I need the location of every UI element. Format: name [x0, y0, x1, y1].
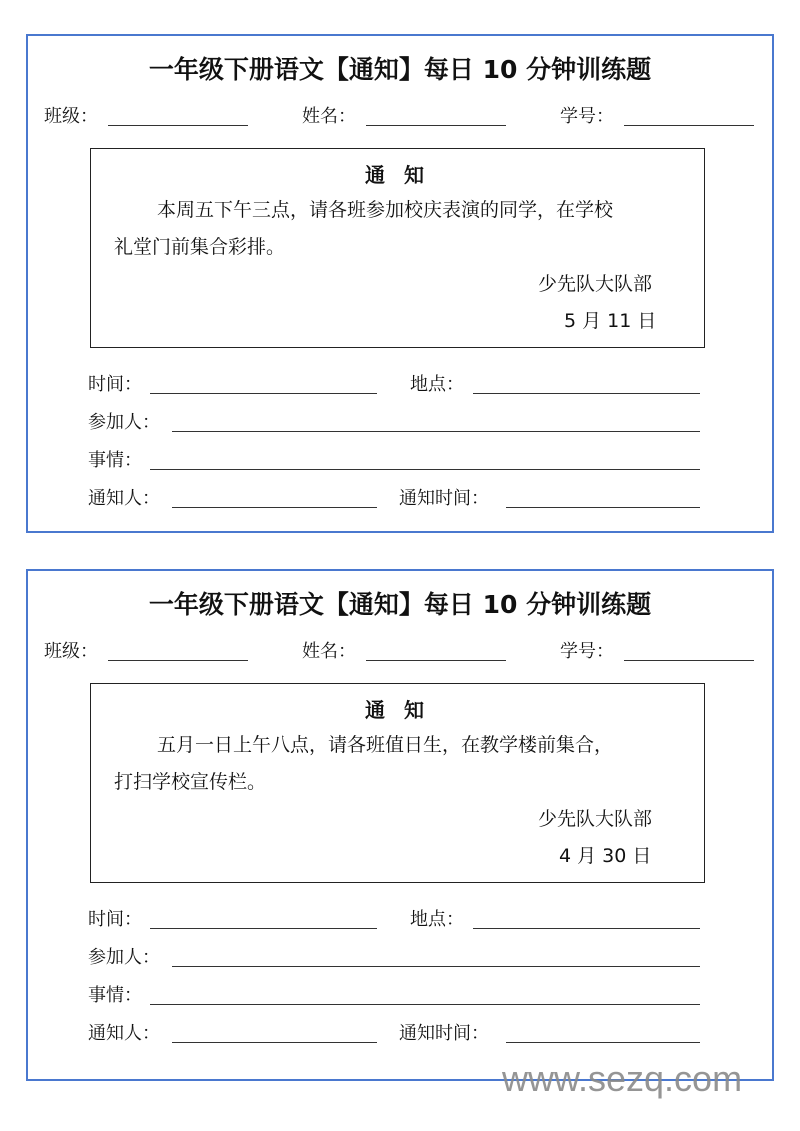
participants-label: 参加人： — [88, 412, 160, 433]
notifier-blank[interactable] — [172, 507, 377, 508]
name-blank[interactable] — [366, 125, 506, 126]
notifier-label: 通知人： — [88, 488, 160, 509]
notice-body-line1: 本周五下午三点，请各班参加校庆表演的同学，在学校 — [157, 199, 614, 221]
notice-body-line2: 礼堂门前集合彩排。 — [114, 236, 286, 258]
name-blank[interactable] — [366, 660, 506, 661]
matter-label: 事情： — [88, 985, 142, 1006]
time-label: 时间： — [88, 374, 142, 395]
notice-box — [90, 683, 705, 883]
matter-blank[interactable] — [150, 469, 700, 470]
name-label: 姓名： — [302, 641, 356, 662]
notice-time-label: 通知时间： — [399, 488, 489, 509]
participants-label: 参加人： — [88, 947, 160, 968]
notice-body-line2: 打扫学校宣传栏。 — [114, 771, 267, 793]
notice-time-blank[interactable] — [506, 1042, 700, 1043]
time-blank[interactable] — [150, 928, 377, 929]
number-label: 学号： — [560, 106, 614, 127]
notice-signer: 少先队大队部 — [538, 808, 653, 830]
place-label: 地点： — [410, 374, 464, 395]
notice-signer: 少先队大队部 — [538, 273, 653, 295]
notice-heading: 通 知 — [365, 698, 430, 722]
worksheet-title: 一年级下册语文【通知】每日 10 分钟训练题 — [148, 590, 652, 619]
place-blank[interactable] — [473, 928, 700, 929]
class-label: 班级： — [44, 641, 98, 662]
matter-blank[interactable] — [150, 1004, 700, 1005]
number-blank[interactable] — [624, 125, 754, 126]
notice-time-label: 通知时间： — [399, 1023, 489, 1044]
notice-date: 5 月 11 日 — [564, 310, 657, 332]
notice-heading: 通 知 — [365, 163, 430, 187]
number-label: 学号： — [560, 641, 614, 662]
notifier-label: 通知人： — [88, 1023, 160, 1044]
place-label: 地点： — [410, 909, 464, 930]
time-blank[interactable] — [150, 393, 377, 394]
notice-time-blank[interactable] — [506, 507, 700, 508]
class-blank[interactable] — [108, 125, 248, 126]
class-blank[interactable] — [108, 660, 248, 661]
number-blank[interactable] — [624, 660, 754, 661]
worksheet-card — [26, 34, 774, 533]
notice-date: 4 月 30 日 — [559, 845, 652, 867]
notice-body-line1: 五月一日上午八点，请各班值日生，在教学楼前集合， — [157, 734, 614, 756]
place-blank[interactable] — [473, 393, 700, 394]
name-label: 姓名： — [302, 106, 356, 127]
watermark: www.sezq.com — [502, 1058, 743, 1099]
participants-blank[interactable] — [172, 431, 700, 432]
participants-blank[interactable] — [172, 966, 700, 967]
worksheet-card — [26, 569, 774, 1081]
matter-label: 事情： — [88, 450, 142, 471]
notice-box — [90, 148, 705, 348]
worksheet-title: 一年级下册语文【通知】每日 10 分钟训练题 — [148, 55, 652, 84]
notifier-blank[interactable] — [172, 1042, 377, 1043]
class-label: 班级： — [44, 106, 98, 127]
time-label: 时间： — [88, 909, 142, 930]
